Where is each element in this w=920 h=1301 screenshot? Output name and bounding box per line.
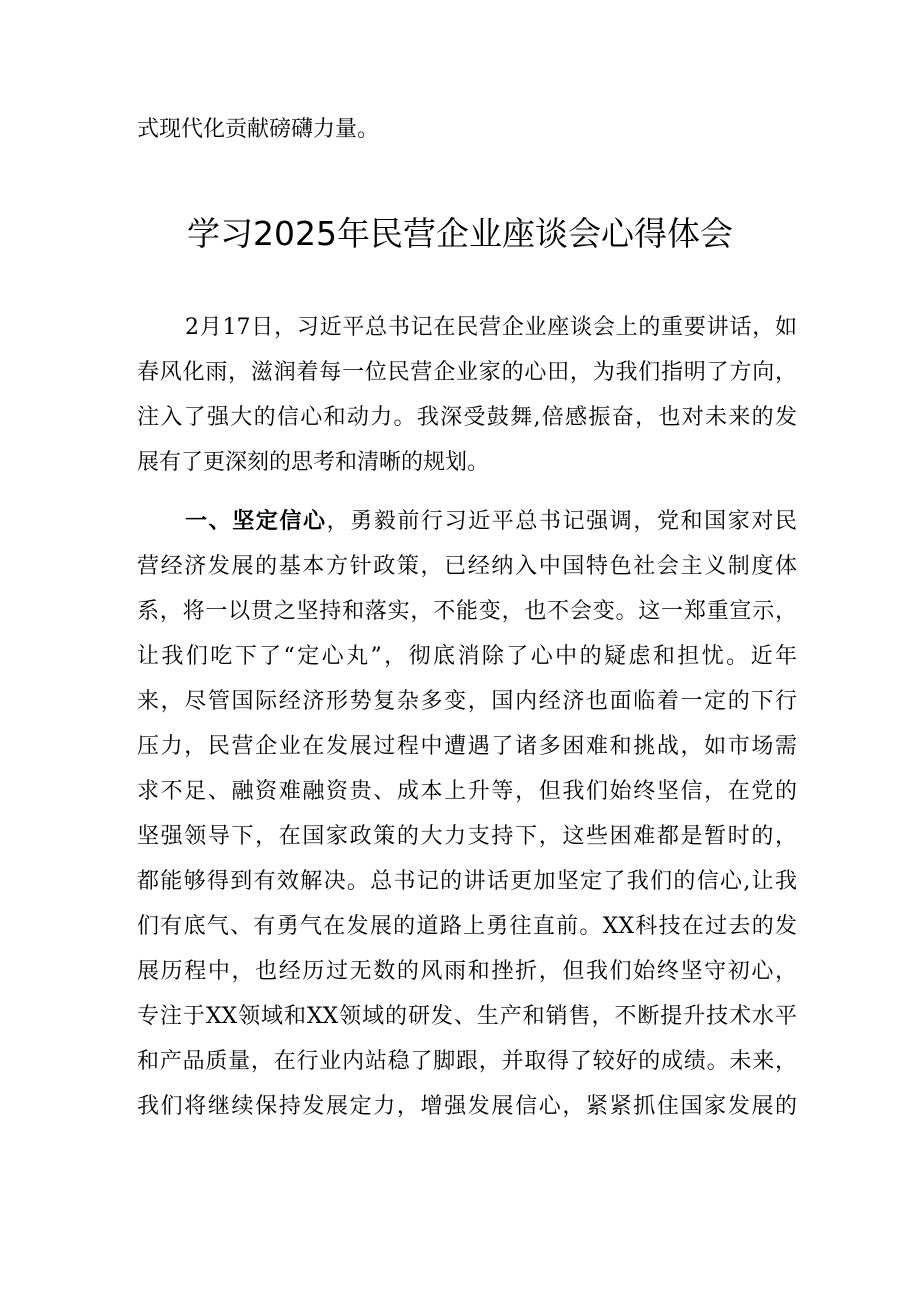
paragraph-2-line-12: 专注于XX领域和XX领域的研发、生产和销售，不断提升技术水平 [137,1004,797,1029]
paragraph-2-line-4: 让我们吃下了“定心丸”，彻底消除了心中的疑虑和担忧。近年 [137,644,797,669]
continuation-line: 式现代化贡献磅礴力量。 [137,117,380,142]
paragraph-2-line-10: 们有底气、有勇气在发展的道路上勇往直前。XX科技在过去的发 [137,914,797,939]
paragraph-1-line-4: 展有了更深刻的思考和清晰的规划。 [137,450,490,475]
paragraph-2-line-13: 和产品质量，在行业内站稳了脚跟，并取得了较好的成绩。未来， [137,1049,797,1074]
paragraph-2-line-11: 展历程中，也经历过无数的风雨和挫折，但我们始终坚守初心， [137,959,797,984]
paragraph-2-line-2: 营经济发展的基本方针政策，已经纳入中国特色社会主义制度体 [137,554,797,579]
paragraph-2-line-3: 系，将一以贯之坚持和落实，不能变，也不会变。这一郑重宣示， [137,599,797,624]
document-title: 学习2025年民营企业座谈会心得体会 [187,214,733,253]
section-heading: 一、坚定信心 [185,509,327,534]
paragraph-2-line-5: 来，尽管国际经济形势复杂多变，国内经济也面临着一定的下行 [137,689,797,714]
paragraph-1-line-2: 春风化雨，滋润着每一位民营企业家的心田，为我们指明了方向， [137,360,797,385]
paragraph-2-line-14: 我们将继续保持发展定力，增强发展信心，紧紧抓住国家发展的 [137,1094,797,1119]
paragraph-2-line-6: 压力，民营企业在发展过程中遭遇了诸多困难和挑战，如市场需 [137,734,797,759]
paragraph-2-line-7: 求不足、融资难融资贵、成本上升等，但我们始终坚信，在党的 [137,779,797,804]
paragraph-2-line-1 [185,507,797,537]
paragraph-2-line-1-text: ，勇毅前行习近平总书记强调，党和国家对民 [326,509,797,534]
paragraph-2-line-8: 坚强领导下，在国家政策的大力支持下，这些困难都是暂时的， [137,824,797,849]
paragraph-2-line-9: 都能够得到有效解决。总书记的讲话更加坚定了我们的信心,让我 [137,869,797,894]
paragraph-1-line-3: 注入了强大的信心和动力。我深受鼓舞,倍感振奋，也对未来的发 [137,405,797,430]
paragraph-1-line-1: 2月17日，习近平总书记在民营企业座谈会上的重要讲话，如 [185,315,797,340]
